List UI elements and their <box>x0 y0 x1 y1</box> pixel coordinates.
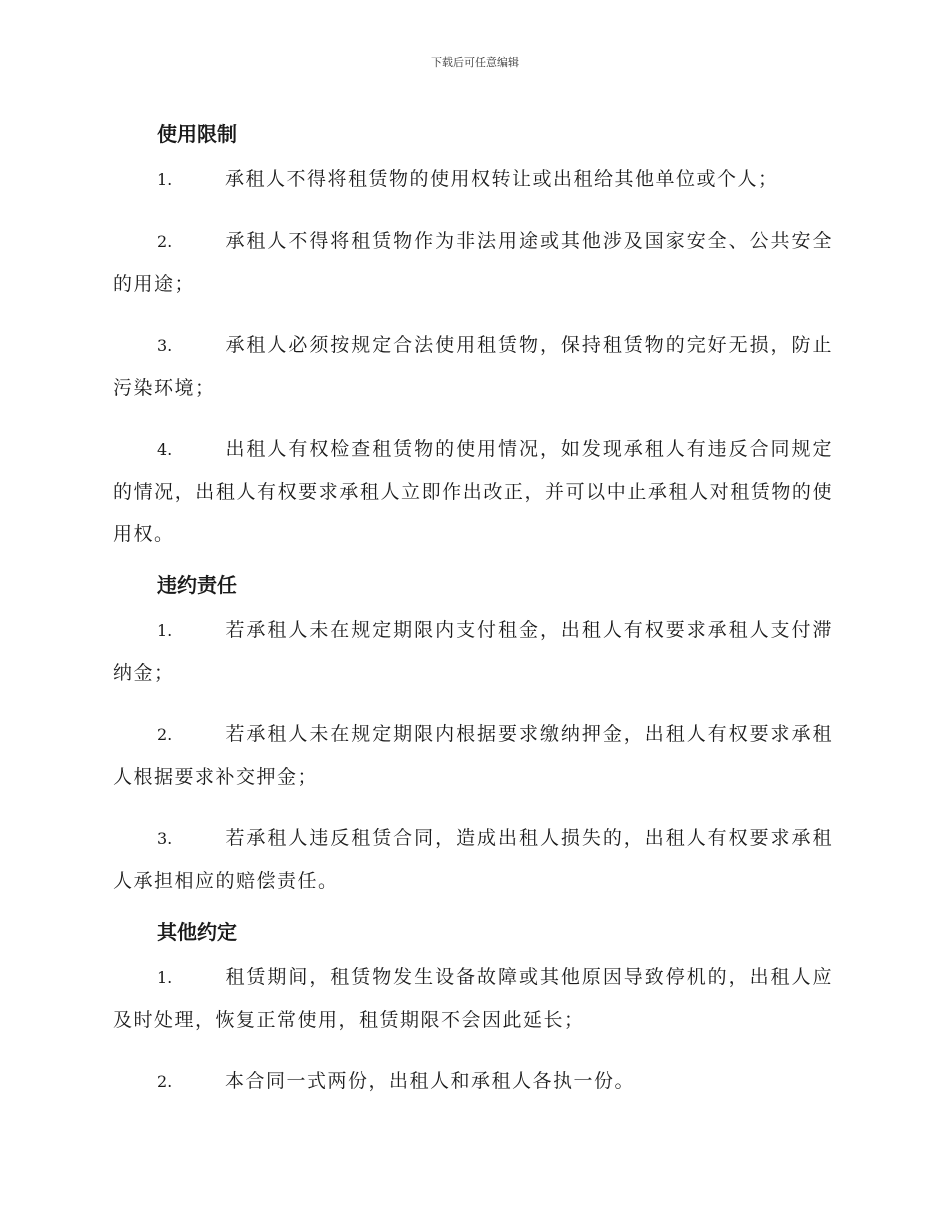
item-text: 本合同一式两份，出租人和承租人各执一份。 <box>225 1070 636 1092</box>
list-item <box>113 817 833 902</box>
list-item <box>113 609 833 694</box>
list-item <box>113 1060 833 1103</box>
list-item <box>113 428 833 555</box>
list-item <box>113 158 833 201</box>
item-text: 租赁期间，租赁物发生设备故障或其他原因导致停机的，出租人应及时处理，恢复正常使用，租赁期限不会因此延长； <box>113 966 833 1031</box>
page-header: 下载后可任意编辑 <box>431 56 519 69</box>
item-text: 承租人不得将租赁物作为非法用途或其他涉及国家安全、公共安全的用途； <box>113 230 833 295</box>
item-text: 承租人不得将租赁物的使用权转让或出租给其他单位或个人； <box>225 168 779 190</box>
item-text: 承租人必须按规定合法使用租赁物，保持租赁物的完好无损，防止污染环境； <box>113 334 833 399</box>
item-number: 2. <box>157 1072 173 1091</box>
list-item <box>113 220 833 305</box>
item-number: 4. <box>157 440 173 459</box>
list-item <box>113 324 833 409</box>
item-text: 若承租人未在规定期限内根据要求缴纳押金，出租人有权要求承租人根据要求补交押金； <box>113 723 833 788</box>
item-number: 2. <box>157 232 173 251</box>
section-title-liability: 违约责任 <box>157 573 237 597</box>
document-body <box>113 106 833 1113</box>
item-text: 若承租人违反租赁合同，造成出租人损失的，出租人有权要求承租人承担相应的赔偿责任。 <box>113 827 833 892</box>
item-number: 1. <box>157 621 173 640</box>
item-number: 3. <box>157 336 173 355</box>
item-number: 2. <box>157 725 173 744</box>
item-number: 3. <box>157 829 173 848</box>
section-title-other-terms: 其他约定 <box>157 920 237 944</box>
list-item <box>113 713 833 798</box>
item-text: 出租人有权检查租赁物的使用情况，如发现承租人有违反合同规定的情况，出租人有权要求承租人立即作出改正，并可以中止承租人对租赁物的使用权。 <box>113 438 833 545</box>
section-title-usage-restrictions: 使用限制 <box>157 122 237 146</box>
item-number: 1. <box>157 968 173 987</box>
item-number: 1. <box>157 170 173 189</box>
list-item <box>113 956 833 1041</box>
item-text: 若承租人未在规定期限内支付租金，出租人有权要求承租人支付滞纳金； <box>113 619 833 684</box>
